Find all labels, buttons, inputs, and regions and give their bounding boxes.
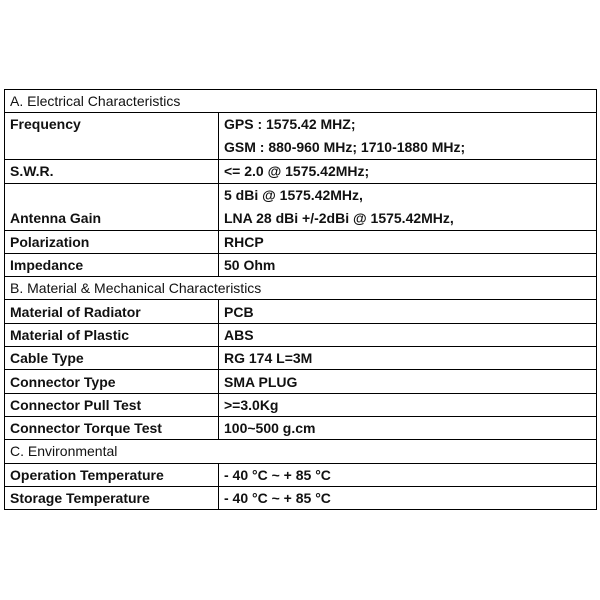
- spec-row: [5, 416, 597, 439]
- section-title: A. Electrical Characteristics: [5, 90, 597, 113]
- section-header-row: [5, 90, 597, 113]
- spec-value-line: RG 174 L=3M: [224, 350, 313, 367]
- spec-label: Cable Type: [5, 347, 219, 370]
- spec-label: Polarization: [5, 230, 219, 253]
- spec-value-line: LNA 28 dBi +/-2dBi @ 1575.42MHz,: [224, 209, 454, 226]
- spec-label: Connector Torque Test: [5, 416, 219, 439]
- spec-label: Impedance: [5, 253, 219, 276]
- spec-row: [5, 113, 597, 160]
- spec-value: [219, 113, 597, 160]
- spec-table-body: [5, 90, 597, 510]
- spec-value-line: >=3.0Kg: [224, 396, 279, 413]
- section-header-row: [5, 440, 597, 463]
- spec-label: Frequency: [5, 113, 219, 160]
- spec-value: [219, 370, 597, 393]
- spec-value: [219, 183, 597, 230]
- spec-table: [4, 89, 597, 510]
- spec-row: [5, 300, 597, 323]
- spec-value-line: 50 Ohm: [224, 257, 276, 274]
- spec-row: [5, 183, 597, 230]
- section-title: B. Material & Mechanical Characteristics: [5, 277, 597, 300]
- spec-value: [219, 323, 597, 346]
- spec-label: Antenna Gain: [5, 183, 219, 230]
- spec-value: [219, 300, 597, 323]
- spec-value-line: RHCP: [224, 233, 264, 250]
- spec-label: S.W.R.: [5, 160, 219, 183]
- spec-row: [5, 230, 597, 253]
- spec-value-line: GPS : 1575.42 MHZ;: [224, 116, 356, 133]
- spec-value-line: - 40 °C ~ + 85 °C: [224, 466, 331, 483]
- spec-row: [5, 347, 597, 370]
- spec-value-line: <= 2.0 @ 1575.42MHz;: [224, 163, 370, 180]
- spec-row: [5, 370, 597, 393]
- section-header-row: [5, 277, 597, 300]
- spec-value: [219, 253, 597, 276]
- spec-label: Connector Type: [5, 370, 219, 393]
- spec-label: Material of Plastic: [5, 323, 219, 346]
- spec-value-line: - 40 °C ~ + 85 °C: [224, 490, 331, 506]
- spec-value-line: 5 dBi @ 1575.42MHz,: [224, 186, 363, 203]
- spec-row: [5, 160, 597, 183]
- spec-value-line: GSM : 880-960 MHz; 1710-1880 MHz;: [224, 139, 466, 156]
- spec-value-line: 100~500 g.cm: [224, 420, 316, 437]
- spec-value: [219, 393, 597, 416]
- spec-value: [219, 463, 597, 486]
- spec-label: Material of Radiator: [5, 300, 219, 323]
- spec-row: [5, 393, 597, 416]
- spec-value: [219, 160, 597, 183]
- spec-label: Operation Temperature: [5, 463, 219, 486]
- spec-value: [219, 230, 597, 253]
- spec-value-line: ABS: [224, 326, 254, 343]
- spec-value-line: PCB: [224, 303, 254, 320]
- spec-row: [5, 323, 597, 346]
- spec-value: [219, 347, 597, 370]
- spec-value: [219, 416, 597, 439]
- section-title: C. Environmental: [5, 440, 597, 463]
- spec-row: [5, 463, 597, 486]
- spec-label: Storage Temperature: [5, 486, 219, 509]
- spec-label: Connector Pull Test: [5, 393, 219, 416]
- spec-value: [219, 486, 597, 509]
- spec-row: [5, 486, 597, 509]
- spec-row: [5, 253, 597, 276]
- spec-value-line: SMA PLUG: [224, 373, 298, 390]
